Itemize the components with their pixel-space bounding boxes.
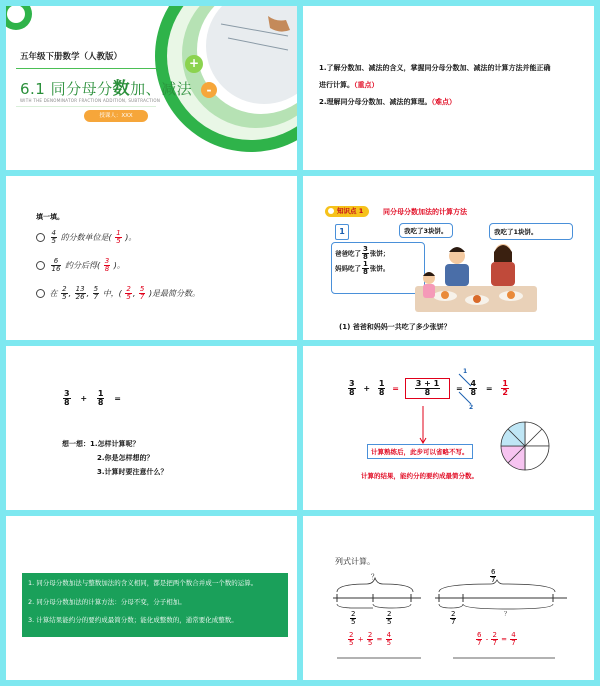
bullet-circle xyxy=(36,289,45,298)
fraction: $\frac{4}{5}$ xyxy=(386,631,392,647)
speech-bubble-2: 我吃了1块饼。 xyxy=(489,223,573,240)
fraction-1: $\frac{3}{8}$ xyxy=(64,389,70,407)
fraction: $\frac{2}{5}$ xyxy=(62,285,67,301)
expression: $\frac{3}{8}$ + $\frac{1}{8}$ = xyxy=(64,389,121,407)
fraction-1: $\frac{3}{8}$ xyxy=(349,379,355,397)
fraction: $\frac{6}{7}$ xyxy=(491,568,496,584)
minus-sign: - xyxy=(206,83,212,97)
lesson-title: 6.1 同分母分数加、减法 xyxy=(20,79,193,99)
simplify-note: 计算的结果，能约分的要约成最简分数。 xyxy=(361,472,478,480)
right-part-1 xyxy=(449,608,457,627)
left-part-2 xyxy=(385,608,393,627)
fraction-2: $\frac{1}{8}$ xyxy=(378,379,385,397)
slide-8-exercise[interactable] xyxy=(303,516,594,680)
answer-fraction: $\frac{3}{8}$ xyxy=(104,257,110,273)
dad-line: 爸爸吃了 $\frac{3}{8}$ 张饼； xyxy=(335,245,390,261)
review-row-2: $\frac{6}{16}$ 约分后得( $\frac{3}{8}$ )。 xyxy=(36,258,125,273)
speech-bubble-1: 我吃了3块饼。 xyxy=(399,223,453,238)
left-equation: $\frac{2}{5}$ + $\frac{2}{5}$ = $\frac{4}{5}$ xyxy=(349,631,392,647)
bullet-circle xyxy=(36,233,45,242)
fraction: $\frac{2}{5}$ xyxy=(367,631,373,647)
fraction-2: $\frac{1}{8}$ xyxy=(97,389,104,407)
left-total xyxy=(369,574,380,581)
example-number: 1 xyxy=(335,224,349,240)
summary-line-1: 1. 同分母分数加法与整数加法的含义相同，都是把两个数合并成一个数的运算。 xyxy=(28,579,258,587)
fraction: $\frac{3}{8}$ xyxy=(363,245,368,261)
slide-1-title[interactable] xyxy=(6,6,297,170)
dot-icon xyxy=(328,208,334,214)
segment-diagrams xyxy=(303,516,594,680)
objectives-text xyxy=(319,60,581,111)
pie-chart xyxy=(501,422,549,470)
plus-sign: + xyxy=(188,56,200,70)
think-q1: 1.怎样计算呢？ xyxy=(90,440,140,448)
objective-2: 2.理解同分母分数加、减法的算理。（难点） xyxy=(319,98,457,106)
mom-line: 妈妈吃了 $\frac{1}{8}$ 张饼。 xyxy=(335,260,390,276)
think-q2: 2.你是怎样想的？ xyxy=(97,454,154,462)
review-row-1: $\frac{4}{5}$ 的分数单位是( $\frac{1}{5}$ )。 xyxy=(36,230,136,245)
slide-4-knowledge-point[interactable] xyxy=(303,176,594,340)
summary-line-2: 2. 同分母分数加法的计算方法：分母不变，分子相加。 xyxy=(28,598,186,606)
think-title: 想一想： xyxy=(62,440,90,448)
omit-step-note: 计算熟练后，此步可以省略不写。 xyxy=(367,444,473,459)
fraction: ？ xyxy=(371,573,378,581)
knowledge-topic: 同分母分数加法的计算方法 xyxy=(383,208,467,216)
grade-subtitle: 五年级下册数学（人教版） xyxy=(20,52,123,62)
bullet-circle xyxy=(36,261,45,270)
objective-1-cont: 进行计算。（重点） xyxy=(319,81,379,89)
reduced-fraction: $\frac{4}{8}$ xyxy=(470,379,477,397)
title-rule xyxy=(16,68,156,69)
speech-bubble-3 xyxy=(331,242,425,294)
fraction: $\frac{6}{7}$ xyxy=(477,631,482,647)
cancel-numerator: 1 xyxy=(463,368,468,375)
fraction: $\frac{4}{7}$ xyxy=(511,631,516,647)
lesson-title-en: WITH THE DENOMINATOR FRACTION ADDITION, SUBTRACTION xyxy=(20,98,161,103)
right-part-unknown: ？ xyxy=(504,611,511,618)
slide-3-review[interactable] xyxy=(6,176,297,340)
fraction: $\frac{1}{8}$ xyxy=(363,260,368,276)
knowledge-tag: 知识点 1 xyxy=(325,206,369,217)
exercise-heading: 列式计算。 xyxy=(335,557,375,566)
cancel-denominator: 2 xyxy=(469,404,474,411)
think-q3: 3.计算时要注意什么？ xyxy=(97,468,168,476)
summary-line-3: 3. 计算结果能约分的要约成最简分数；能化成整数的，通常要化成整数。 xyxy=(28,616,238,624)
objective-1: 1.了解分数加、减法的含义，掌握同分母分数加、减法的计算方法并能正确 xyxy=(319,64,551,72)
family-dinner-illustration xyxy=(415,238,539,314)
title-rule-2 xyxy=(16,106,156,107)
fraction: $\frac{2}{5}$ xyxy=(349,631,354,647)
fraction: $\frac{2}{5}$ xyxy=(387,610,392,626)
slide-5-think[interactable] xyxy=(6,346,297,510)
answer-fraction: $\frac{5}{7}$ xyxy=(139,285,145,301)
left-part-1 xyxy=(349,608,357,627)
result-fraction: $\frac{1}{2}$ xyxy=(502,379,508,397)
right-equation: $\frac{6}{7}$ - $\frac{2}{7}$ = $\frac{4}{7}$ xyxy=(477,631,516,647)
question-1: (1) 爸爸和妈妈一共吃了多少张饼？ xyxy=(339,323,451,331)
answer-fraction: $\frac{2}{5}$ xyxy=(126,285,131,301)
fraction: $\frac{2}{7}$ xyxy=(492,631,497,647)
answer-fraction: $\frac{1}{5}$ xyxy=(116,229,121,245)
review-heading: 填一填。 xyxy=(36,213,64,221)
solution-expression: $\frac{3}{8}$ + $\frac{1}{8}$ = $\frac{3 + 1}{8}$ = $\frac{4}{8}$ = $\frac{1}{2}$ xyxy=(349,379,508,397)
solution-marks xyxy=(303,346,594,510)
slide-6-solution[interactable] xyxy=(303,346,594,510)
fraction: $\frac{2}{5}$ xyxy=(351,610,356,626)
fraction: $\frac{4}{5}$ xyxy=(51,229,57,245)
review-row-3: 在 $\frac{2}{5}$ , $\frac{13}{26}$ , $\frac{5}{7}$ 中，( $\frac{2}{5}$ , $\frac{5}{7}$ )是最简分数。 xyxy=(36,286,200,301)
fraction: $\frac{13}{26}$ xyxy=(75,285,85,301)
teacher-badge: 授课人：XXX xyxy=(84,110,148,122)
fraction: $\frac{2}{7}$ xyxy=(451,610,456,626)
slide-2-objectives[interactable] xyxy=(303,6,594,170)
fraction: $\frac{6}{16}$ xyxy=(51,257,61,273)
fraction: $\frac{5}{7}$ xyxy=(93,285,99,301)
sum-fraction: $\frac{3 + 1}{8}$ xyxy=(415,379,440,397)
right-total xyxy=(489,566,497,585)
slide-7-summary[interactable] xyxy=(6,516,297,680)
